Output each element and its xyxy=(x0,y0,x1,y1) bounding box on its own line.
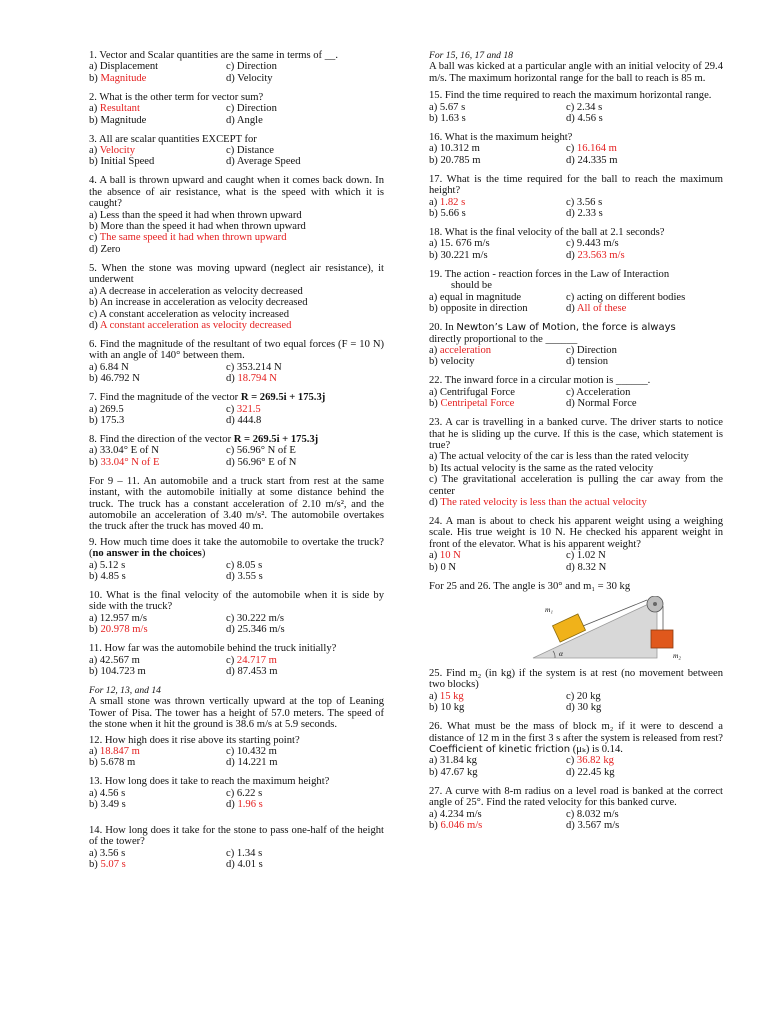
sans-text: Coefficient of kinetic friction xyxy=(429,744,571,756)
question-text: 3. All are scalar quantities EXCEPT for xyxy=(89,133,257,145)
option-d: d) 30 kg xyxy=(566,702,602,714)
option-b: b) 0 N xyxy=(429,561,457,573)
question-27 xyxy=(429,786,723,832)
vector-expression: R = 269.5i + 175.3j xyxy=(233,433,319,445)
option-d: d) 22.45 kg xyxy=(566,766,615,778)
question-text: 12. How high does it rise above its starting point? xyxy=(89,734,300,746)
option-d: d) 1.96 s xyxy=(226,799,263,811)
option-d: d) 3.567 m/s xyxy=(566,820,620,832)
option-c: c) 321.5 xyxy=(226,403,261,415)
option-c: c) acting on different bodies xyxy=(566,291,686,303)
option-c: c) 6.22 s xyxy=(226,787,263,799)
option-c: c) 1.02 N xyxy=(566,550,606,562)
option-a: a) Less than the speed it had when thrown upward xyxy=(89,209,302,221)
question-9 xyxy=(89,537,384,583)
option-a: a) 5.67 s xyxy=(429,101,466,113)
question-11 xyxy=(89,643,384,677)
option-a: a) acceleration xyxy=(429,344,492,356)
answer-highlight: 18.794 N xyxy=(237,373,277,385)
option-c: c) 24.717 m xyxy=(226,654,277,666)
option-c: c) Distance xyxy=(226,145,274,157)
question-text: 23. A car is travelling in a banked curve. The driver starts to notice that he is sliding up the curve. If this is the case, which statement is true? xyxy=(429,417,723,451)
option-b: b) An increase in acceleration as velocity decreased xyxy=(89,297,308,309)
option-c: c) 1.34 s xyxy=(226,847,263,859)
question-17 xyxy=(429,174,723,220)
option-d: d) 8.32 N xyxy=(566,561,607,573)
answer-highlight: 36.82 kg xyxy=(576,755,614,767)
option-b: b) 4.85 s xyxy=(89,571,126,582)
option-c: c) 8.032 m/s xyxy=(566,808,619,820)
option-b: b) 30.221 m/s xyxy=(429,249,488,261)
option-d: d) All of these xyxy=(566,303,627,315)
option-a: a) 5.12 s xyxy=(89,559,126,571)
question-24 xyxy=(429,516,723,573)
option-b: b) Magnitude xyxy=(89,114,147,126)
option-b: b) 20.978 m/s xyxy=(89,624,148,636)
option-b: b) 175.3 xyxy=(89,414,125,426)
option-a: a) 42.567 m xyxy=(89,654,140,666)
question-text: 15. Find the time required to reach the maximum horizontal range. xyxy=(429,90,712,102)
option-b: b) 47.67 kg xyxy=(429,766,478,778)
intro-text: For 9 – 11. An automobile and a truck start from rest at the same instant, with the automobile initially at some distance behind the truck. The truck has a constant acceleration of 2.10 m/s², and the automobile an acceleration of 3.40 m/s². The automobile overtakes the truck after the truck has moved 40 m. xyxy=(89,475,384,533)
option-a: a) Resultant xyxy=(89,103,140,115)
question-10 xyxy=(89,590,384,636)
question-text: 7. Find the magnitude of the vector R = 269.5i + 175.3j xyxy=(89,392,326,404)
option-d: d) Average Speed xyxy=(226,156,301,168)
option-d: d) Zero xyxy=(89,243,121,255)
question-text: 11. How far was the automobile behind the truck initially? xyxy=(89,643,337,655)
answer-highlight: Centripetal Force xyxy=(440,398,515,410)
question-20 xyxy=(429,322,723,368)
question-text: 13. How long does it take to reach the maximum height? xyxy=(89,776,330,788)
answer-highlight: 1.82 s xyxy=(439,196,466,208)
option-a: a) 18.847 m xyxy=(89,746,140,758)
option-b: b) 104.723 m xyxy=(89,666,146,678)
option-c: c) 16.164 m xyxy=(566,143,617,155)
question-text: 8. Find the direction of the vector R = 269.5i + 175.3j xyxy=(89,433,319,445)
option-a: a) 15 kg xyxy=(429,690,464,702)
answer-highlight: 33.04° N of E xyxy=(100,456,160,468)
option-d: d) Angle xyxy=(226,114,263,126)
option-b: b) 5.66 s xyxy=(429,208,466,220)
question-3 xyxy=(89,134,384,168)
question-text: 6. Find the magnitude of the resultant of two equal forces (F = 10 N) with an angle of 140° between them. xyxy=(89,338,384,362)
option-c: c) 10.432 m xyxy=(226,746,277,758)
question-6 xyxy=(89,339,384,385)
option-d: d) 444.8 xyxy=(226,414,262,426)
option-b: b) 33.04° N of E xyxy=(89,456,160,468)
option-c: c) 353.214 N xyxy=(226,361,282,373)
option-c: c) 2.34 s xyxy=(566,101,603,113)
option-c: c) 3.56 s xyxy=(566,196,603,208)
question-text: 18. What is the final velocity of the ball at 2.1 seconds? xyxy=(429,227,665,239)
answer-highlight: 24.717 m xyxy=(236,654,277,666)
option-a: a) 33.04° E of N xyxy=(89,445,159,457)
option-d: d) 4.56 s xyxy=(566,113,603,125)
question-text: 14. How long does it take for the stone to pass one-half of the height of the tower? xyxy=(89,824,384,848)
option-c: c) 36.82 kg xyxy=(566,755,614,767)
right-column xyxy=(429,50,723,839)
option-c: c) The gravitational acceleration is pulling the car away from the center xyxy=(429,474,723,497)
label-alpha: α xyxy=(559,649,563,658)
option-a: a) Displacement xyxy=(89,61,159,73)
question-22 xyxy=(429,375,723,409)
question-text: 9. How much time does it take the automobile to overtake the truck? (no answer in the choices) xyxy=(89,536,384,560)
section-heading: For 12, 13, and 14 xyxy=(89,685,161,697)
question-5 xyxy=(89,263,384,331)
answer-highlight: 16.164 m xyxy=(576,143,617,155)
option-b: b) velocity xyxy=(429,356,475,368)
option-c: c) 20 kg xyxy=(566,690,601,702)
answer-highlight: All of these xyxy=(576,303,627,315)
option-a: a) 10 N xyxy=(429,550,461,562)
answer-highlight: Magnitude xyxy=(100,72,147,84)
left-column xyxy=(89,50,384,878)
option-b: b) 46.792 N xyxy=(89,373,140,385)
option-a: a) 1.82 s xyxy=(429,196,466,208)
option-a: a) 6.84 N xyxy=(89,361,129,373)
option-b: b) 20.785 m xyxy=(429,154,481,166)
option-b: b) 5.678 m xyxy=(89,757,136,769)
option-d: d) 24.335 m xyxy=(566,154,618,166)
question-text: 1. Vector and Scalar quantities are the same in terms of __. xyxy=(89,50,338,61)
option-b: b) Magnitude xyxy=(89,72,147,84)
answer-highlight: 15 kg xyxy=(439,690,464,702)
option-a: a) 4.234 m/s xyxy=(429,808,482,820)
option-a: a) Velocity xyxy=(89,145,135,157)
problem-intro-9-11 xyxy=(89,476,384,533)
answer-highlight: 5.07 s xyxy=(100,858,126,870)
answer-highlight: Velocity xyxy=(99,145,135,157)
option-a: a) The actual velocity of the car is less than the rated velocity xyxy=(429,451,689,463)
option-b: b) 6.046 m/s xyxy=(429,820,483,832)
question-1 xyxy=(89,50,384,84)
block-m2 xyxy=(651,630,673,648)
option-b: b) Its actual velocity is the same as the rated velocity xyxy=(429,462,654,474)
question-15 xyxy=(429,90,723,124)
question-4 xyxy=(89,175,384,255)
vector-expression: R = 269.5i + 175.3j xyxy=(240,392,326,404)
intro-text: A ball was kicked at a particular angle with an initial velocity of 29.4 m/s. The maximum horizontal range for the ball to reach is 85 m. xyxy=(429,61,723,84)
option-d: d) A constant acceleration as velocity decreased xyxy=(89,319,292,331)
question-text: 5. When the stone was moving upward (neglect air resistance), it underwent xyxy=(89,262,384,286)
problem-intro-15-18 xyxy=(429,50,723,84)
answer-highlight: 23.563 m/s xyxy=(577,249,625,261)
option-a: a) 4.56 s xyxy=(89,787,126,799)
option-a: a) 12.957 m/s xyxy=(89,612,147,624)
incline-pulley-figure xyxy=(525,596,685,662)
intro-text: A small stone was thrown vertically upward at the top of Leaning Tower of Pisa. The tower has a height of 57.0 meters. The speed of the stone when it hit the ground is 38.6 m/s at 5.9 seconds. xyxy=(89,696,384,731)
option-c: c) 9.443 m/s xyxy=(566,238,619,250)
question-text: 20. In Newton’s Law of Motion, the force is always xyxy=(429,322,676,334)
question-text: 17. What is the time required for the ball to reach the maximum height? xyxy=(429,173,723,197)
option-d: d) tension xyxy=(566,356,609,368)
question-text: 2. What is the other term for vector sum? xyxy=(89,91,264,103)
option-a: a) Centrifugal Force xyxy=(429,386,515,398)
option-a: a) 3.56 s xyxy=(89,847,126,859)
note-text: no answer in the choices xyxy=(92,548,202,560)
question-text: 22. The inward force in a circular motion is ______. xyxy=(429,375,651,387)
question-text: 24. A man is about to check his apparent weight using a weighing scale. His true weight is 10 N. He checked his apparent weight in front of the elevator. What is his apparent weight? xyxy=(429,515,723,550)
question-19 xyxy=(429,269,723,315)
option-a: a) equal in magnitude xyxy=(429,291,522,303)
answer-highlight: 1.96 s xyxy=(237,799,263,811)
option-d: d) Normal Force xyxy=(566,398,637,410)
option-d: d) 18.794 N xyxy=(226,373,277,385)
option-c: c) Direction xyxy=(226,103,277,115)
option-c: c) A constant acceleration as velocity increased xyxy=(89,308,290,320)
option-d: d) 2.33 s xyxy=(566,208,603,220)
option-a: a) 15. 676 m/s xyxy=(429,238,490,250)
pulley-axle xyxy=(653,602,657,606)
answer-highlight: A constant acceleration as velocity decreased xyxy=(99,319,292,331)
answer-highlight: The same speed it had when thrown upward xyxy=(99,232,287,244)
label-m1: m₁ xyxy=(545,605,554,614)
question-26 xyxy=(429,721,723,778)
option-b: b) Initial Speed xyxy=(89,156,155,168)
problem-intro-12-14 xyxy=(89,685,384,731)
question-text: 25. Find m₂ (in kg) if the system is at rest (no movement between two blocks) xyxy=(429,668,723,691)
option-d: d) 25.346 m/s xyxy=(226,624,285,636)
question-text: 19. The action - reaction forces in the Law of Interaction xyxy=(429,268,670,280)
question-text-continued: should be xyxy=(451,280,492,292)
option-c: c) 8.05 s xyxy=(226,559,263,571)
option-a: a) 31.84 kg xyxy=(429,755,477,767)
option-b: b) 5.07 s xyxy=(89,858,126,870)
answer-highlight: 10 N xyxy=(439,550,461,562)
option-d: d) Velocity xyxy=(226,72,273,84)
option-b: b) More than the speed it had when thrown upward xyxy=(89,221,306,233)
option-c: c) Acceleration xyxy=(566,386,631,398)
option-b: b) 1.63 s xyxy=(429,113,466,125)
option-a: a) 269.5 xyxy=(89,403,124,415)
option-d: d) The rated velocity is less than the actual velocity xyxy=(429,496,647,508)
option-d: d) 4.01 s xyxy=(226,858,263,870)
option-c: c) The same speed it had when thrown upward xyxy=(89,232,287,244)
problem-intro-25-26 xyxy=(429,581,723,592)
question-23 xyxy=(429,417,723,508)
section-heading: For 15, 16, 17 and 18 xyxy=(429,50,513,61)
answer-highlight: Resultant xyxy=(99,103,140,115)
option-a: a) A decrease in acceleration as velocity decreased xyxy=(89,285,303,297)
question-12 xyxy=(89,735,384,769)
question-text: 10. What is the final velocity of the automobile when it is side by side with the truck? xyxy=(89,590,384,613)
option-b: b) 10 kg xyxy=(429,702,465,714)
option-b: b) 3.49 s xyxy=(89,799,126,811)
intro-text: For 25 and 26. The angle is 30° and m₁ = 30 kg xyxy=(429,580,631,592)
question-2 xyxy=(89,92,384,126)
option-c: c) Direction xyxy=(226,61,277,73)
answer-highlight: The rated velocity is less than the actual velocity xyxy=(440,496,647,508)
question-18 xyxy=(429,227,723,261)
option-d: d) 56.96° E of N xyxy=(226,456,297,468)
option-c: c) Direction xyxy=(566,344,617,356)
option-d: d) 87.453 m xyxy=(226,666,278,678)
question-text: 16. What is the maximum height? xyxy=(429,132,573,144)
option-c: c) 56.96° N of E xyxy=(226,445,296,457)
question-25 xyxy=(429,668,723,714)
question-16 xyxy=(429,132,723,166)
option-d: d) 23.563 m/s xyxy=(566,249,625,261)
question-text-continued: directly proportional to the ______ xyxy=(429,333,578,345)
question-7 xyxy=(89,392,384,426)
question-text: 27. A curve with 8-m radius on a level road is banked at the correct angle of 25°. Find the rated velocity for this banked curve. xyxy=(429,785,723,809)
sans-text: Newton’s Law of Motion, the force is always xyxy=(456,322,676,334)
label-m2: m₂ xyxy=(673,651,682,660)
question-13 xyxy=(89,776,384,810)
option-b: b) opposite in direction xyxy=(429,303,528,315)
answer-highlight: 18.847 m xyxy=(99,746,140,758)
option-a: a) 10.312 m xyxy=(429,143,480,155)
option-d: d) 3.55 s xyxy=(226,571,263,582)
answer-highlight: 321.5 xyxy=(236,403,261,415)
question-text: 4. A ball is thrown upward and caught when it comes back down. In the absence of air resistance, what is the speed with which it is caught? xyxy=(89,175,384,210)
answer-highlight: acceleration xyxy=(439,344,492,356)
answer-highlight: 6.046 m/s xyxy=(440,820,483,832)
answer-highlight: 20.978 m/s xyxy=(100,624,148,636)
option-b: b) Centripetal Force xyxy=(429,398,515,410)
question-8 xyxy=(89,434,384,468)
option-c: c) 30.222 m/s xyxy=(226,612,284,624)
question-14 xyxy=(89,825,384,871)
option-d: d) 14.221 m xyxy=(226,757,278,769)
question-text: 26. What must be the mass of block m₂ if it were to descend a distance of 12 m in the first 3 s after the system is released from rest? Coefficient of kinetic friction (μₖ) is 0.14. xyxy=(429,721,723,756)
